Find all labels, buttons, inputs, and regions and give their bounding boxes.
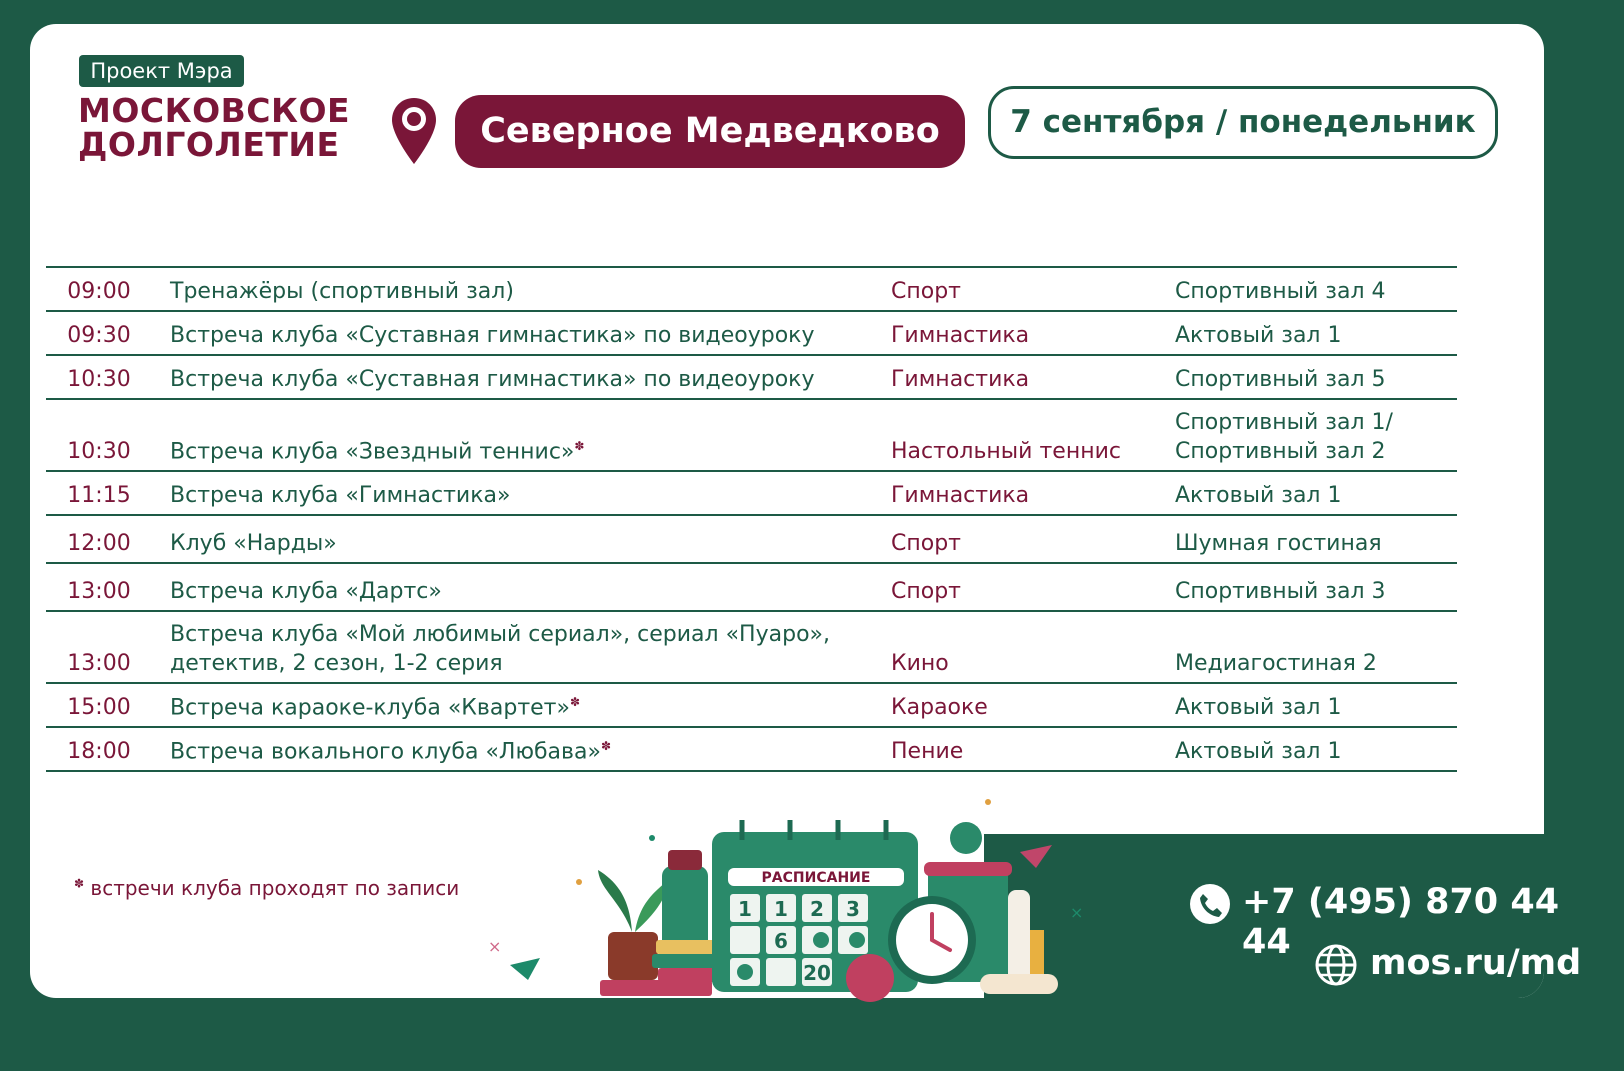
schedule-location: Спортивный зал 4 (1175, 279, 1386, 304)
calendar-number: 6 (774, 929, 788, 953)
website-link[interactable]: mos.ru/md (1370, 943, 1582, 983)
schedule-row (46, 268, 1457, 312)
schedule-location: Актовый зал 1 (1175, 323, 1342, 348)
schedule-time: 09:30 (67, 323, 131, 348)
calendar-label: РАСПИСАНИЕ (761, 870, 871, 886)
calendar-number: 1 (738, 897, 752, 921)
schedule-title (170, 432, 870, 466)
schedule-row (46, 472, 1457, 516)
schedule-location: Шумная гостиная (1175, 531, 1382, 556)
schedule-title-line: Встреча клуба «Мой любимый сериал», сериал «Пуаро», (170, 622, 830, 647)
date-label: 7 сентября / понедельник (988, 86, 1498, 159)
globe-icon (1314, 943, 1358, 987)
schedule-row (46, 564, 1457, 612)
schedule-row (46, 728, 1457, 772)
schedule-category: Пение (891, 739, 964, 764)
schedule-title (170, 529, 870, 558)
schedule-time: 18:00 (67, 739, 131, 764)
calendar-number: 20 (803, 961, 831, 985)
schedule-title (170, 277, 870, 306)
schedule-row (46, 684, 1457, 728)
schedule-title-text: Встреча клуба «Звездный теннис» (170, 439, 575, 464)
footnote (74, 876, 459, 900)
schedule-location: Медиагостиная 2 (1175, 651, 1377, 676)
schedule-illustration (480, 790, 1100, 1010)
schedule-category: Спорт (891, 531, 961, 556)
schedule-time: 15:00 (67, 695, 131, 720)
schedule-title-text: Тренажёры (спортивный зал) (170, 279, 514, 304)
schedule-title (170, 321, 870, 350)
schedule-title-text: Клуб «Нарды» (170, 531, 337, 556)
schedule-row (46, 356, 1457, 400)
schedule-category: Настольный теннис (891, 439, 1121, 464)
schedule-row (46, 516, 1457, 564)
schedule-location-line: Спортивный зал 1/ (1175, 410, 1393, 435)
schedule-title-text: Встреча караоке-клуба «Квартет» (170, 695, 570, 720)
logo-line-1: МОСКОВСКОЕ (78, 91, 351, 130)
schedule-time: 12:00 (67, 531, 131, 556)
schedule-title (170, 577, 870, 606)
schedule-row (46, 612, 1457, 684)
schedule-category: Гимнастика (891, 323, 1030, 348)
schedule-title-line: детектив, 2 сезон, 1-2 серия (170, 651, 503, 676)
schedule-location: Актовый зал 1 (1175, 739, 1342, 764)
location-pin-icon (389, 96, 439, 166)
schedule-table (46, 266, 1457, 772)
schedule-category: Гимнастика (891, 367, 1030, 392)
schedule-category: Спорт (891, 279, 961, 304)
calendar-number: 2 (810, 897, 824, 921)
schedule-location: Актовый зал 1 (1175, 483, 1342, 508)
schedule-location: Спортивный зал 3 (1175, 579, 1386, 604)
phone-icon (1189, 883, 1231, 925)
schedule-title (170, 620, 870, 678)
schedule-row (46, 400, 1457, 472)
schedule-time: 10:30 (67, 439, 131, 464)
schedule-row (46, 312, 1457, 356)
schedule-title-text: Встреча вокального клуба «Любава» (170, 739, 601, 764)
schedule-title (170, 688, 870, 722)
phone-number[interactable]: +7 (495) 870 44 44 (1242, 882, 1560, 962)
schedule-time: 10:30 (67, 367, 131, 392)
svg-text:×: × (1070, 903, 1084, 922)
schedule-title (170, 365, 870, 394)
registration-star-icon: ✽ (574, 438, 585, 453)
schedule-title-text: Встреча клуба «Суставная гимнастика» по видеоуроку (170, 323, 815, 348)
schedule-location-line: Спортивный зал 2 (1175, 439, 1386, 464)
schedule-time: 13:00 (67, 651, 131, 676)
schedule-location: Спортивный зал 5 (1175, 367, 1386, 392)
calendar-number: 1 (774, 897, 788, 921)
schedule-title-text: Встреча клуба «Гимнастика» (170, 483, 511, 508)
schedule-category: Караоке (891, 695, 988, 720)
svg-text:×: × (488, 937, 502, 956)
schedule-title (170, 732, 870, 766)
footnote-text: встречи клуба проходят по записи (90, 876, 460, 900)
schedule-title (170, 481, 870, 510)
logo-line-2: ДОЛГОЛЕТИЕ (78, 125, 340, 164)
schedule-time: 09:00 (67, 279, 131, 304)
schedule-time: 13:00 (67, 579, 131, 604)
schedule-title-text: Встреча клуба «Дартс» (170, 579, 442, 604)
project-badge: Проект Мэра (79, 55, 244, 87)
registration-star-icon: ✽ (600, 738, 612, 753)
registration-star-icon: ✽ (569, 694, 581, 709)
calendar-number: 3 (846, 897, 860, 921)
schedule-location (1175, 408, 1457, 466)
logo (78, 91, 351, 164)
schedule-category: Кино (891, 651, 949, 676)
schedule-title-text: Встреча клуба «Суставная гимнастика» по видеоуроку (170, 367, 815, 392)
schedule-location: Актовый зал 1 (1175, 695, 1342, 720)
schedule-category: Гимнастика (891, 483, 1030, 508)
schedule-time: 11:15 (67, 483, 131, 508)
district-title: Северное Медведково (455, 95, 965, 168)
footnote-star: ✽ (74, 876, 85, 891)
schedule-category: Спорт (891, 579, 961, 604)
